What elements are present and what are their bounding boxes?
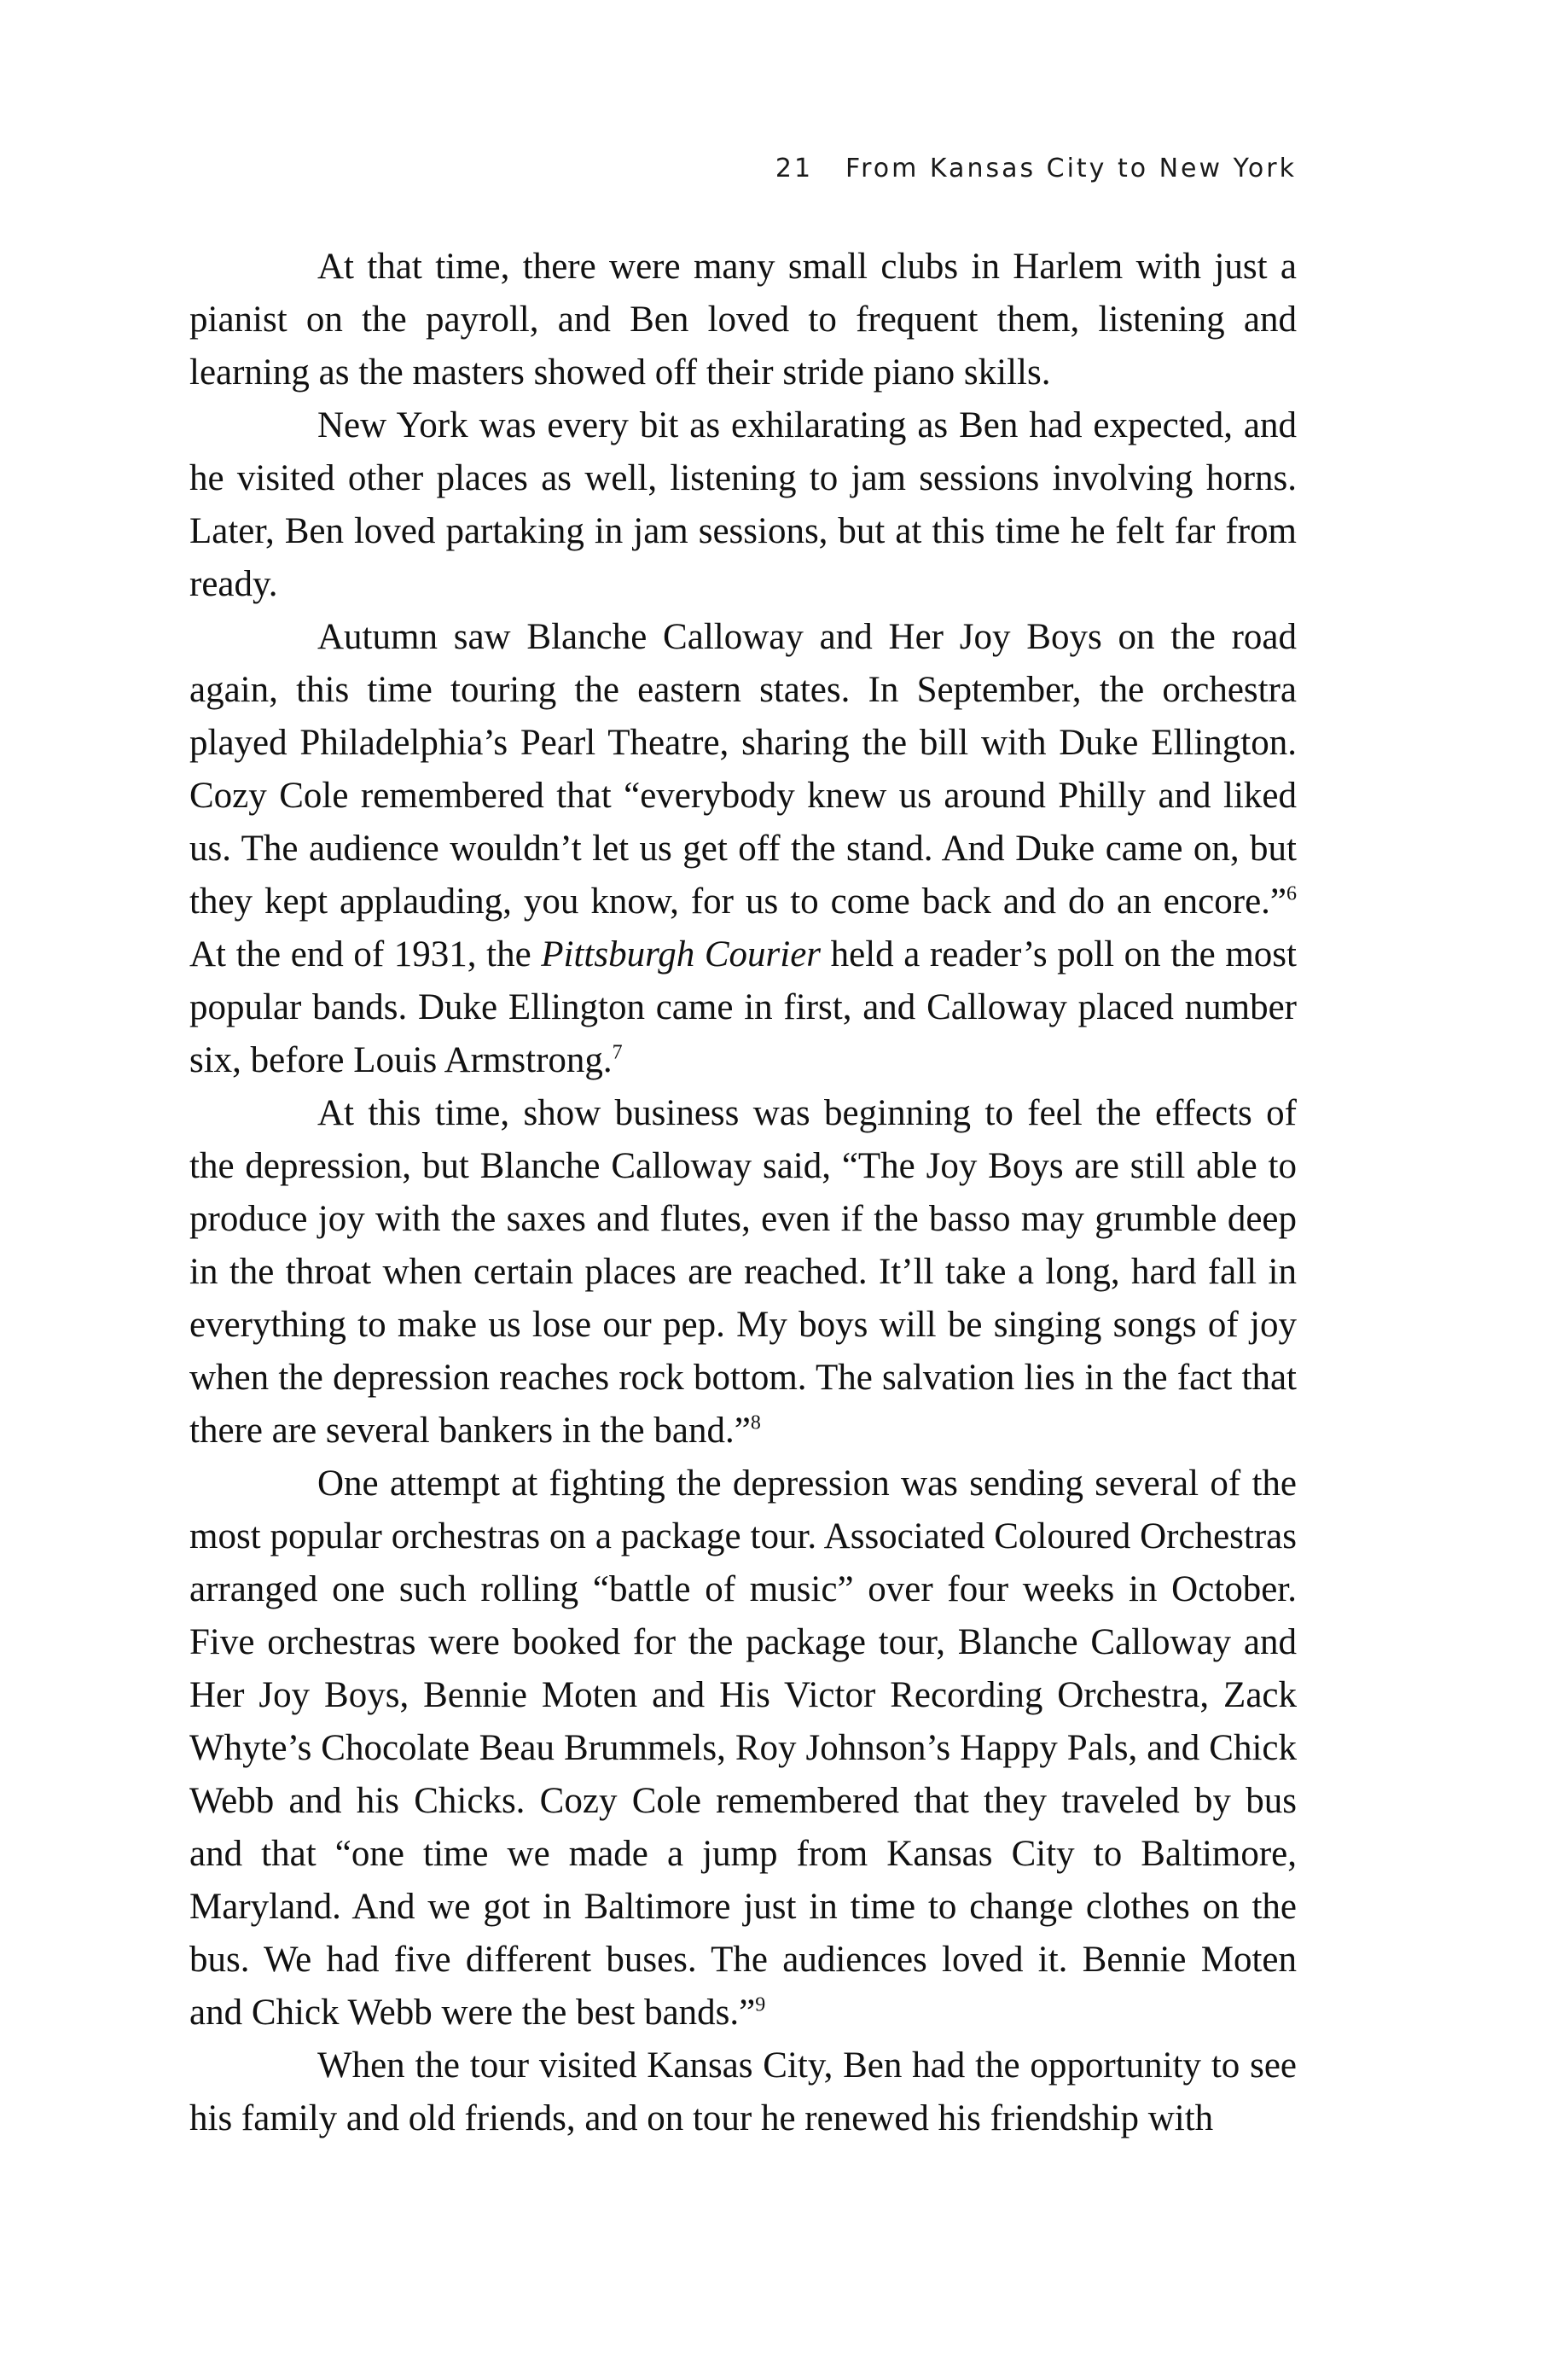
footnote-reference: 6 (1286, 882, 1297, 905)
body-text (189, 241, 1297, 2145)
paragraph (189, 1457, 1297, 2039)
paragraph-text: One attempt at fighting the depression was sending several of the most popular orchestras on a package tour. Associated Coloured Orchestras arranged one such rolling “battle of music” over four weeks in October. Five orchestras were booked for the package tour, Blanche Calloway and Her Joy Boys, Bennie Moten and His Victor Recording Orchestra, Zack Whyte’s Chocolate Beau Brummels, Roy Johnson’s Happy Pals, and Chick Webb and his Chicks. Cozy Cole remembered that they traveled by bus and that “one time we made a jump from Kansas City to Baltimore, Maryland. And we got in Baltimore just in time to change clothes on the bus. We had five different buses. The audiences loved it. Bennie Moten and Chick Webb were the best bands.” (189, 1463, 1297, 2033)
publication-title: Pittsburgh Courier (541, 934, 822, 975)
footnote-reference: 8 (750, 1411, 761, 1434)
paragraph: New York was every bit as exhilarating as Ben had expected, and he visited other places as well, listening to jam sessions involving horns. Later, Ben loved partaking in jam sessions, but at this time he felt far from ready. (189, 405, 1297, 604)
paragraph (189, 611, 1297, 1087)
paragraph (189, 1087, 1297, 1457)
paragraph: When the tour visited Kansas City, Ben had the opportunity to see his family and old friends, and on tour he renewed his friendship with (189, 2045, 1297, 2138)
paragraph-text: At the end of 1931, the (189, 934, 542, 975)
footnote-reference: 7 (612, 1041, 623, 1064)
paragraph-text: Autumn saw Blanche Calloway and Her Joy Boys on the road again, this time touring the eastern states. In September, the orchestra played Philadelphia’s Pearl Theatre, sharing the bill with Duke Ellington. Cozy Cole remembered that “everybody knew us around Philly and liked us. The audience wouldn’t let us get off the stand. And Duke came on, but they kept applauding, you know, for us to come back and do an encore.” (189, 617, 1297, 922)
chapter-title: From Kansas City to New York (845, 154, 1297, 183)
footnote-reference: 9 (755, 1993, 766, 2016)
paragraph: At that time, there were many small clubs in Harlem with just a pianist on the payroll, and Ben loved to frequent them, listening and learning as the masters showed off their stride piano skills. (189, 247, 1297, 393)
paragraph-text: held a reader’s poll on the most popular bands. Duke Ellington came in first, and Calloway placed number six, before Louis Armstrong. (189, 934, 1297, 1080)
paragraph-text: At this time, show business was beginning to feel the effects of the depression, but Blanche Calloway said, “The Joy Boys are still able to produce joy with the saxes and flutes, even if the basso may grumble deep in the throat when certain places are reached. It’ll take a long, hard fall in everything to make us lose our pep. My boys will be singing songs of joy when the depression reaches rock bottom. The salvation lies in the fact that there are several bankers in the band.” (189, 1093, 1297, 1451)
page-number: 21 (775, 154, 814, 183)
running-head (775, 154, 1297, 183)
